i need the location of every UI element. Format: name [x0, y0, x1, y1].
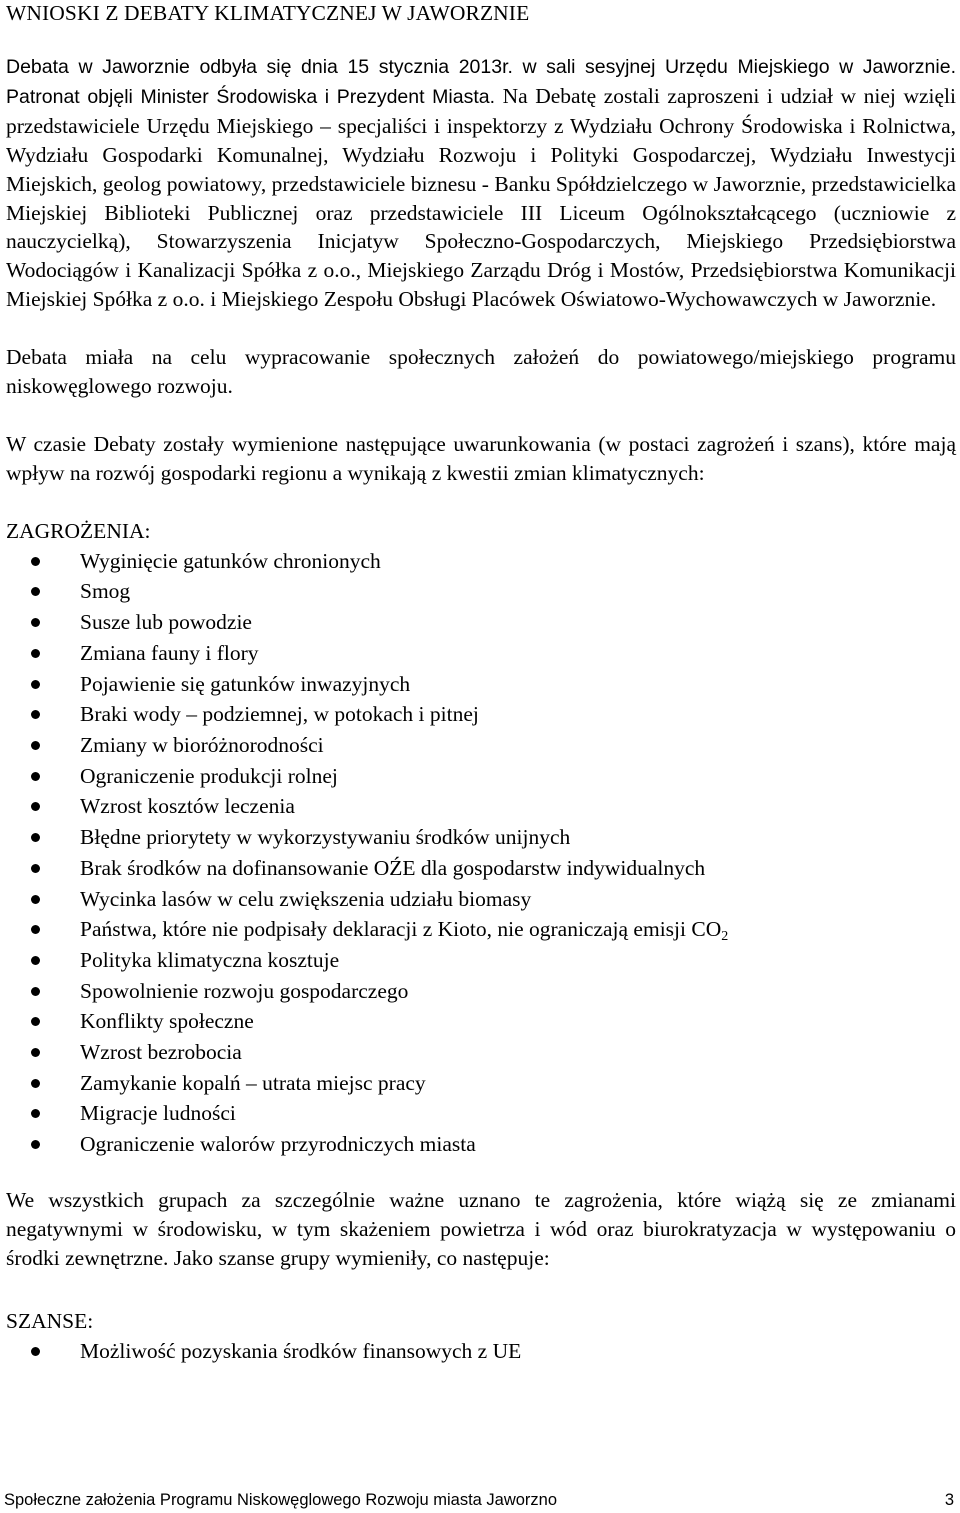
bullet-icon — [31, 895, 40, 904]
bullet-icon — [31, 618, 40, 627]
bullet-icon — [31, 587, 40, 596]
bullet-icon — [31, 833, 40, 842]
conditions-paragraph: W czasie Debaty zostały wymienione następujące uwarunkowania (w postaci zagrożeń i szans), które mają wpływ na rozwój gospodarki regionu a wynikają z kwestii zmian klimatycznych: — [6, 431, 956, 485]
document-page — [6, 0, 956, 1366]
threats-list — [6, 546, 956, 1160]
list-item-text: Zmiany w bioróżnorodności — [80, 733, 324, 757]
list-item — [6, 884, 956, 915]
page-footer — [4, 1490, 954, 1510]
bullet-icon — [31, 1017, 40, 1026]
list-item-text: Wzrost kosztów leczenia — [80, 794, 295, 819]
list-item-text: Spowolnienie rozwoju gospodarczego — [80, 978, 409, 1003]
list-item-text: Ograniczenie produkcji rolnej — [80, 763, 338, 788]
list-item-text: Możliwość pozyskania środków finansowych z UE — [80, 1338, 522, 1363]
opportunities-heading: SZANSE: — [6, 1308, 94, 1333]
bullet-icon — [31, 680, 40, 689]
bullet-icon — [31, 741, 40, 750]
list-item — [6, 669, 956, 700]
list-item-text: Wyginięcie gatunków chronionych — [80, 548, 381, 573]
threats-heading: ZAGROŻENIA: — [6, 518, 151, 543]
list-item-text: Braki wody – podziemnej, w potokach i pitnej — [80, 702, 479, 727]
list-item-text: Polityka klimatyczna kosztuje — [80, 947, 340, 972]
intro-paragraph — [6, 52, 956, 314]
list-item — [6, 1336, 956, 1367]
list-item-text: Zamykanie kopalń – utrata miejsc pracy — [80, 1070, 426, 1095]
footer-text: Społeczne założenia Programu Niskowęglowego Rozwoju miasta Jaworzno — [4, 1491, 558, 1509]
list-item — [6, 638, 956, 669]
bullet-icon — [31, 1140, 40, 1149]
intro-lead-text: Debata w Jaworznie odbyła się dnia 15 stycznia 2013r. w sali sesyjnej Urzędu Miejskiego w Jaworznie. Patronat objęli Minister Środowiska i Prezydent Miasta. — [6, 56, 956, 108]
opportunities-list — [6, 1336, 956, 1367]
page-number: 3 — [944, 1491, 954, 1509]
bullet-icon — [31, 925, 40, 934]
list-item-text: Migracje ludności — [80, 1101, 236, 1126]
list-item — [6, 730, 956, 761]
list-item-text: Smog — [80, 579, 131, 604]
bullet-icon — [31, 802, 40, 811]
list-item — [6, 976, 956, 1007]
list-item-text: Pojawienie się gatunków inwazyjnych — [80, 671, 411, 696]
list-item — [6, 914, 956, 945]
co2-subscript: 2 — [721, 929, 729, 945]
bullet-icon — [31, 1347, 40, 1356]
list-item-text: Zmiana fauny i flory — [80, 640, 259, 665]
list-item — [6, 1068, 956, 1099]
list-item-text: Brak środków na dofinansowanie OŹE dla gospodarstw indywidualnych — [80, 855, 706, 880]
list-item — [6, 699, 956, 730]
list-item — [6, 1098, 956, 1129]
list-item — [6, 761, 956, 792]
list-item — [6, 1129, 956, 1160]
list-item-text: Susze lub powodzie — [80, 610, 252, 635]
list-item-text: Wycinka lasów w celu zwiększenia udziału biomasy — [80, 886, 532, 911]
list-item — [6, 791, 956, 822]
list-item-text: Państwa, które nie podpisały deklaracji z Kioto, nie ograniczają emisji CO — [80, 917, 722, 942]
list-item-text: Konflikty społeczne — [80, 1009, 254, 1034]
bullet-icon — [31, 1109, 40, 1118]
list-item — [6, 1006, 956, 1037]
list-item — [6, 546, 956, 577]
bullet-icon — [31, 772, 40, 781]
bullet-icon — [31, 557, 40, 566]
list-item — [6, 822, 956, 853]
summary-paragraph: We wszystkich grupach za szczególnie ważne uznano te zagrożenia, które wiążą się ze zmianami negatywnymi w środowisku, w tym skażeniem powietrza i wód oraz biurokratyzacja w występowaniu o środki zewnętrzne. Jako szanse grupy wymieniły, co następuje: — [6, 1187, 956, 1270]
bullet-icon — [31, 956, 40, 965]
list-item — [6, 607, 956, 638]
bullet-icon — [31, 1079, 40, 1088]
bullet-icon — [31, 864, 40, 873]
list-item — [6, 576, 956, 607]
document-title: WNIOSKI Z DEBATY KLIMATYCZNEJ W JAWORZNIE — [6, 1, 530, 25]
bullet-icon — [31, 1048, 40, 1057]
list-item — [6, 1037, 956, 1068]
bullet-icon — [31, 987, 40, 996]
list-item-text: Błędne priorytety w wykorzystywaniu środków unijnych — [80, 825, 571, 850]
bullet-icon — [31, 710, 40, 719]
list-item-text: Wzrost bezrobocia — [80, 1040, 242, 1065]
bullet-icon — [31, 649, 40, 658]
goal-paragraph: Debata miała na celu wypracowanie społecznych założeń do powiatowego/miejskiego programu niskowęglowego rozwoju. — [6, 345, 956, 399]
list-item — [6, 853, 956, 884]
list-item — [6, 945, 956, 976]
list-item-text: Ograniczenie walorów przyrodniczych miasta — [80, 1132, 476, 1157]
intro-body-text: Na Debatę zostali zaproszeni i udział w niej wzięli przedstawiciele Urzędu Miejskiego – specjaliści i inspektorzy z Wydziału Ochrony Środowiska i Rolnictwa, Wydziału Gospodarki Komunalnej, Wydziału Rozwoju i Polityki Gospodarczej, Wydziału Inwestycji Miejskich, geolog powiatowy, przedstawiciele biznesu - Banku Spółdzielczego w Jaworznie, przedstawicielka Miejskiej Biblioteki Publicznej oraz przedstawiciele III Liceum Ogólnokształcącego (uczniowie z nauczycielką), Stowarzyszenia Inicjatyw Społeczno-Gospodarczych, Miejskiego Przedsiębiorstwa Wodociągów i Kanalizacji Spółka z o.o., Miejskiego Zarządu Dróg i Mostów, Przedsiębiorstwa Komunikacji Miejskiej Spółka z o.o. i Miejskiego Zespołu Obsługi Placówek Oświatowo-Wychowawczych w Jaworznie. — [6, 83, 957, 312]
